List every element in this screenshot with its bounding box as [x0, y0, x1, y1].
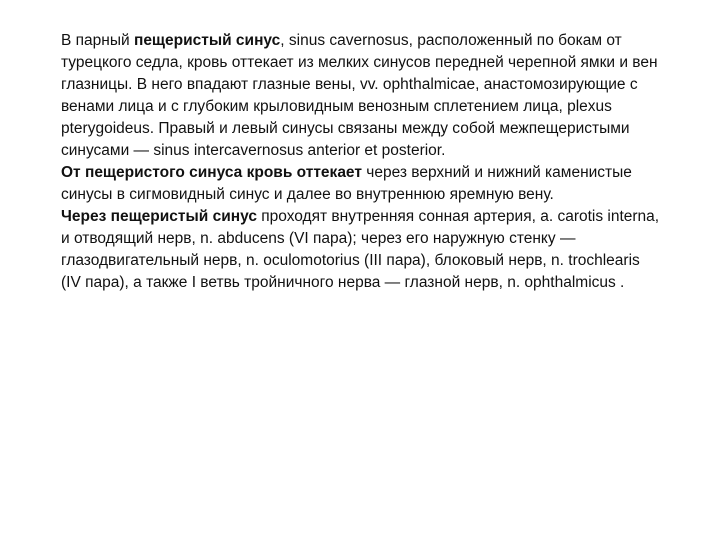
- text-run: через верхний и нижний каменистые синусы в сигмовидный синус и далее во внутреннюю яремную вену.: [61, 164, 632, 203]
- term-cavernous-sinus: пещеристый синус: [133, 32, 281, 49]
- text-run: , sinus cavernosus, расположенный по бокам от турецкого седла, кровь оттекает из мелких синусов передней черепной ямки и вен глазницы. В него впадают глазные вены, vv. ophthalmicae, анастомозирующие с венами лица и с глубоким крыловидным венозным сплетением лица, plexus pterygoideus. Правый и левый синусы связаны между собой межпещеристыми синусами — sinus intercavernosus anterior et posterior.: [61, 32, 658, 159]
- heading-outflow: От пещеристого синуса кровь оттекает: [61, 164, 362, 181]
- paragraph-cavernous-sinus-intro: [61, 30, 661, 162]
- text-run: В парный: [61, 32, 134, 49]
- text-run: проходят внутренняя сонная артерия, a. carotis interna, и отводящий нерв, n. abducens (VI пара); через его наружную стенку — глазодвигательный нерв, n. oculomotorius (III пара), блоковый нерв, n. trochlearis (IV пара), а также I ветвь тройничного нерва — глазной нерв, n. ophthalmicus .: [61, 208, 660, 291]
- paragraph-outflow: [61, 162, 661, 206]
- body-text: [61, 30, 661, 294]
- heading-contents: Через пещеристый синус: [61, 208, 257, 225]
- paragraph-contents: [61, 206, 661, 294]
